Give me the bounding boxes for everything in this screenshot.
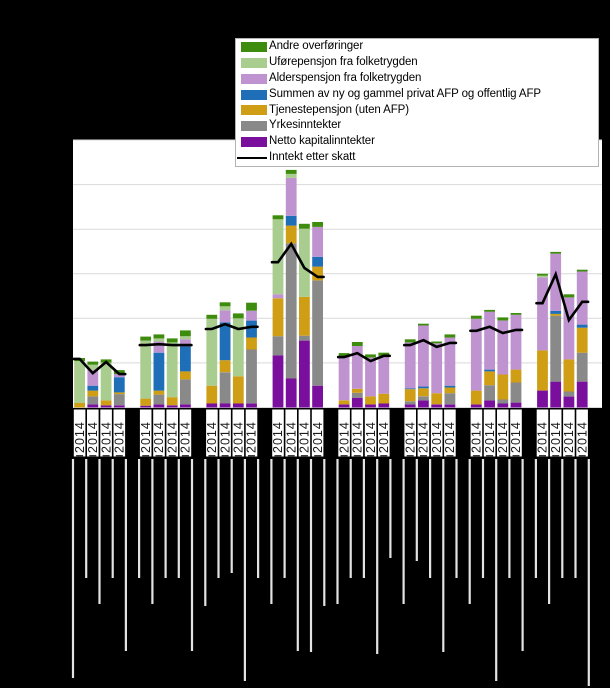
- bar-segment: [497, 375, 508, 400]
- bar-segment: [167, 397, 178, 405]
- bar-segment: [101, 400, 112, 405]
- x-tick-label: 2014: [535, 421, 550, 453]
- bar-segment: [497, 404, 508, 408]
- leader-strip: [112, 459, 114, 578]
- legend-label: Uførepensjon fra folketrygden: [269, 56, 418, 69]
- bar-segment: [497, 400, 508, 404]
- bar-segment: [233, 404, 244, 408]
- bar-segment: [220, 360, 231, 372]
- x-tick-label: 2014: [178, 421, 193, 453]
- leader-strip: [270, 459, 272, 604]
- leader-strip: [455, 459, 457, 578]
- x-tick-label-stub: [156, 455, 163, 457]
- bar-segment: [339, 400, 350, 404]
- bar-segment: [167, 342, 178, 397]
- bar-segment: [286, 379, 297, 408]
- x-tick-label-stub: [76, 455, 83, 457]
- x-tick-label: 2014: [469, 421, 484, 453]
- bar-segment: [511, 403, 522, 408]
- x-tick-label-stub: [539, 455, 546, 457]
- bar-segment: [273, 336, 284, 355]
- bar-segment: [365, 354, 376, 357]
- x-tick-label-stub: [341, 455, 348, 457]
- legend-label: Yrkesinntekter: [269, 119, 342, 132]
- leader-strip: [310, 459, 312, 652]
- legend-box-swatch-icon: [241, 74, 267, 84]
- x-tick-label-stub: [354, 455, 361, 457]
- x-tick-label-stub: [499, 455, 506, 457]
- bar-segment: [365, 358, 376, 397]
- legend-item: [236, 39, 598, 55]
- bar-segment: [312, 280, 323, 385]
- bar-segment: [564, 294, 575, 297]
- x-tick-label: 2014: [138, 421, 153, 453]
- leader-strip: [389, 459, 391, 558]
- x-tick-label: 2014: [482, 421, 497, 453]
- bar-segment: [405, 388, 416, 389]
- legend-box-swatch-icon: [241, 121, 267, 131]
- leader-strip: [469, 459, 471, 604]
- bar-segment: [564, 396, 575, 407]
- x-tick-label: 2014: [271, 421, 286, 453]
- x-tick-label: 2014: [72, 421, 87, 453]
- bar-segment: [286, 226, 297, 244]
- bar-segment: [114, 377, 125, 392]
- leader-strip: [217, 459, 219, 578]
- bar-segment: [286, 178, 297, 216]
- bar-segment: [154, 391, 165, 395]
- bar-segment: [299, 341, 310, 408]
- x-tick-label-stub: [565, 455, 572, 457]
- bar-segment: [180, 404, 191, 407]
- x-tick-label: 2014: [99, 421, 114, 453]
- bar-segment: [352, 389, 363, 393]
- bar-segment: [233, 313, 244, 318]
- bar-segment: [484, 385, 495, 400]
- bar-segment: [273, 215, 284, 219]
- chart-legend: [235, 38, 599, 167]
- bar-segment: [418, 396, 429, 400]
- bar-segment: [246, 311, 257, 321]
- bar-segment: [220, 404, 231, 408]
- x-tick-label-stub: [407, 455, 414, 457]
- bar-segment: [378, 404, 389, 408]
- bar-segment: [497, 321, 508, 375]
- bar-segment: [140, 337, 151, 341]
- bar-segment: [537, 276, 548, 278]
- bar-segment: [101, 405, 112, 407]
- bar-segment: [511, 313, 522, 315]
- x-tick-label: 2014: [363, 421, 378, 453]
- leader-strip: [508, 459, 510, 578]
- bar-segment: [511, 315, 522, 370]
- bar-segment: [154, 404, 165, 407]
- x-tick-label: 2014: [443, 421, 458, 453]
- leader-strip: [138, 459, 140, 578]
- legend-box-swatch-icon: [241, 58, 267, 68]
- x-tick-label: 2014: [509, 421, 524, 453]
- bar-segment: [206, 315, 217, 319]
- bar-segment: [114, 405, 125, 407]
- x-tick-label: 2014: [244, 421, 259, 453]
- x-tick-label-stub: [486, 455, 493, 457]
- bar-segment: [445, 393, 456, 404]
- leader-strip: [72, 459, 74, 678]
- x-tick-label: 2014: [165, 421, 180, 453]
- legend-label: Alderspensjon fra folketrygden: [269, 71, 422, 84]
- bar-segment: [365, 396, 376, 404]
- x-tick-label-stub: [116, 455, 123, 457]
- bar-segment: [577, 382, 588, 408]
- bar-segment: [445, 334, 456, 337]
- bar-segment: [431, 342, 442, 344]
- x-tick-label-stub: [288, 455, 295, 457]
- x-tick-label-stub: [473, 455, 480, 457]
- bar-segment: [537, 350, 548, 390]
- bar-segment: [312, 257, 323, 267]
- leader-strip: [98, 459, 100, 604]
- bar-segment: [471, 316, 482, 319]
- bar-segment: [87, 396, 98, 404]
- bar-segment: [140, 341, 151, 399]
- x-tick-label: 2014: [350, 421, 365, 453]
- bar-segment: [299, 336, 310, 341]
- leader-strip: [535, 459, 537, 578]
- bar-segment: [154, 334, 165, 338]
- bar-segment: [206, 386, 217, 404]
- x-tick-label-stub: [314, 455, 321, 457]
- x-tick-label: 2014: [562, 421, 577, 453]
- legend-box-swatch-icon: [241, 90, 267, 100]
- bar-segment: [418, 324, 429, 326]
- x-tick-label-stub: [301, 455, 308, 457]
- legend-line-swatch-icon: [237, 157, 267, 159]
- legend-item: [236, 134, 598, 150]
- leader-strip: [442, 459, 444, 652]
- bar-segment: [180, 346, 191, 371]
- bar-segment: [220, 372, 231, 403]
- x-tick-label: 2014: [496, 421, 510, 453]
- bar-segment: [378, 356, 389, 394]
- bar-segment: [87, 386, 98, 391]
- bar-segment: [484, 400, 495, 407]
- bar-segment: [445, 386, 456, 388]
- leader-strip: [376, 459, 378, 654]
- x-tick-label: 2014: [152, 421, 167, 453]
- x-tick-label-stub: [433, 455, 440, 457]
- bar-segment: [312, 227, 323, 257]
- bar-segment: [564, 359, 575, 391]
- x-tick-label: 2014: [86, 421, 100, 453]
- x-tick-label-stub: [446, 455, 453, 457]
- bar-segment: [299, 224, 310, 229]
- x-tick-label-stub: [420, 455, 427, 457]
- bar-segment: [167, 405, 178, 407]
- legend-label: Netto kapitalinntekter: [269, 135, 375, 148]
- x-tick-label: 2014: [429, 421, 444, 453]
- bar-segment: [577, 353, 588, 382]
- bar-segment: [299, 297, 310, 336]
- legend-label: Inntekt etter skatt: [269, 150, 356, 163]
- bar-segment: [550, 314, 561, 316]
- leader-strip: [231, 459, 233, 573]
- leader-strip: [574, 459, 576, 578]
- bar-segment: [140, 406, 151, 408]
- leader-strip: [561, 459, 563, 578]
- x-tick-label-stub: [275, 455, 282, 457]
- x-tick-label-stub: [142, 455, 149, 457]
- legend-item: [236, 103, 598, 119]
- bar-segment: [206, 404, 217, 408]
- bar-segment: [87, 391, 98, 397]
- bar-segment: [167, 338, 178, 342]
- legend-item: [236, 118, 598, 134]
- legend-box-swatch-icon: [241, 105, 267, 115]
- bar-segment: [273, 298, 284, 336]
- x-tick-label-stub: [513, 455, 520, 457]
- bar-segment: [154, 395, 165, 405]
- leader-strip: [522, 459, 524, 651]
- bar-segment: [471, 404, 482, 407]
- bar-segment: [405, 389, 416, 401]
- leader-strip: [429, 459, 431, 578]
- bar-segment: [484, 371, 495, 385]
- bar-segment: [180, 336, 191, 339]
- x-tick-label-stub: [222, 455, 229, 457]
- bar-segment: [405, 342, 416, 388]
- bar-segment: [273, 355, 284, 407]
- bar-segment: [511, 383, 522, 403]
- bar-segment: [537, 274, 548, 276]
- bar-segment: [418, 326, 429, 387]
- x-tick-label: 2014: [218, 421, 233, 453]
- legend-item: [236, 71, 598, 87]
- legend-item: [236, 55, 598, 71]
- bar-segment: [154, 338, 165, 341]
- x-tick-label: 2014: [403, 421, 418, 453]
- x-tick-label-stub: [169, 455, 176, 457]
- bar-segment: [233, 376, 244, 403]
- bar-segment: [286, 216, 297, 226]
- leader-strip: [297, 459, 299, 651]
- bar-segment: [286, 170, 297, 174]
- x-tick-label-stub: [552, 455, 559, 457]
- leader-strip: [125, 459, 127, 651]
- bar-segment: [365, 404, 376, 407]
- bar-segment: [405, 339, 416, 342]
- x-tick-label-stub: [208, 455, 215, 457]
- bar-segment: [484, 312, 495, 370]
- bar-segment: [220, 306, 231, 310]
- leader-strip: [191, 459, 193, 651]
- x-tick-label: 2014: [575, 421, 590, 453]
- bar-segment: [418, 387, 429, 389]
- x-tick-label-stub: [579, 455, 586, 457]
- bar-segment: [418, 400, 429, 407]
- bar-segment: [114, 394, 125, 405]
- leader-strip: [284, 459, 286, 578]
- x-tick-label-stub: [103, 455, 110, 457]
- bar-segment: [577, 270, 588, 272]
- bar-segment: [220, 310, 231, 322]
- leader-strip: [495, 459, 497, 681]
- bar-segment: [471, 391, 482, 405]
- x-tick-label: 2014: [284, 421, 299, 453]
- leader-strip: [178, 459, 180, 578]
- bar-segment: [154, 353, 165, 391]
- bar-segment: [312, 386, 323, 408]
- bar-segment: [431, 404, 442, 407]
- leader-strip: [588, 459, 590, 686]
- bar-segment: [550, 311, 561, 314]
- leader-strip: [482, 459, 484, 578]
- bar-segment: [577, 272, 588, 325]
- income-line: [140, 344, 192, 345]
- leader-strip: [548, 459, 550, 604]
- x-tick-label-stub: [380, 455, 387, 457]
- bar-segment: [564, 391, 575, 396]
- bar-segment: [114, 392, 125, 394]
- leader-strip: [165, 459, 167, 578]
- bar-segment: [497, 317, 508, 320]
- leader-strip: [244, 459, 246, 681]
- x-tick-label: 2014: [297, 421, 312, 453]
- bar-segment: [339, 404, 350, 407]
- x-tick-label: 2014: [548, 421, 563, 453]
- leader-strip: [204, 459, 206, 606]
- bar-segment: [405, 404, 416, 407]
- bar-segment: [352, 342, 363, 346]
- bar-segment: [577, 325, 588, 328]
- x-tick-label-stub: [235, 455, 242, 457]
- bar-segment: [286, 243, 297, 378]
- legend-item: [236, 150, 598, 166]
- bar-segment: [484, 370, 495, 372]
- bar-segment: [484, 310, 495, 312]
- bar-segment: [87, 362, 98, 365]
- legend-label: Summen av ny og gammel privat AFP og offentlig AFP: [269, 87, 541, 100]
- bar-segment: [220, 302, 231, 306]
- bar-segment: [74, 361, 85, 403]
- bar-segment: [180, 371, 191, 379]
- bar-segment: [418, 388, 429, 396]
- legend-label: Andre overføringer: [269, 40, 364, 53]
- bar-segment: [550, 316, 561, 382]
- bar-segment: [339, 356, 350, 400]
- bar-segment: [180, 330, 191, 336]
- bar-segment: [246, 338, 257, 350]
- bar-segment: [550, 382, 561, 408]
- leader-strip: [85, 459, 87, 578]
- leader-strip: [323, 459, 325, 606]
- bar-segment: [352, 393, 363, 398]
- bar-segment: [180, 379, 191, 404]
- bar-segment: [445, 387, 456, 393]
- bar-segment: [140, 399, 151, 406]
- x-tick-label: 2014: [231, 421, 246, 453]
- leader-strip: [151, 459, 153, 604]
- bar-segment: [312, 222, 323, 227]
- bar-segment: [550, 252, 561, 254]
- x-tick-label-stub: [89, 455, 96, 457]
- bar-segment: [74, 403, 85, 408]
- legend-item: [236, 87, 598, 103]
- bar-segment: [537, 391, 548, 408]
- bar-segment: [246, 303, 257, 311]
- bar-segment: [101, 363, 112, 401]
- leader-strip: [336, 459, 338, 604]
- bar-segment: [246, 350, 257, 404]
- x-tick-label-stub: [367, 455, 374, 457]
- bar-segment: [87, 404, 98, 407]
- bar-segment: [445, 404, 456, 407]
- bar-segment: [378, 394, 389, 404]
- leader-strip: [257, 459, 259, 578]
- bar-segment: [537, 277, 548, 350]
- x-tick-label: 2014: [377, 421, 391, 453]
- x-tick-label: 2014: [310, 421, 325, 453]
- x-tick-label: 2014: [112, 421, 127, 453]
- bar-segment: [577, 328, 588, 353]
- leader-strip: [350, 459, 352, 578]
- bar-segment: [220, 322, 231, 360]
- bar-segment: [246, 404, 257, 408]
- x-tick-label: 2014: [205, 421, 220, 453]
- bar-segment: [511, 370, 522, 383]
- bar-segment: [431, 393, 442, 404]
- leader-strip: [403, 459, 405, 604]
- bar-segment: [352, 398, 363, 408]
- x-tick-label-stub: [248, 455, 255, 457]
- leader-strip: [363, 459, 365, 578]
- bar-segment: [246, 321, 257, 338]
- x-tick-label-stub: [182, 455, 189, 457]
- legend-label: Tjenestepensjon (uten AFP): [269, 103, 409, 116]
- bar-segment: [431, 343, 442, 393]
- bar-segment: [273, 294, 284, 298]
- bar-segment: [286, 174, 297, 178]
- legend-box-swatch-icon: [241, 137, 267, 147]
- leader-strip: [416, 459, 418, 561]
- x-tick-label: 2014: [416, 421, 431, 453]
- bar-segment: [405, 401, 416, 404]
- legend-box-swatch-icon: [241, 42, 267, 52]
- x-tick-label: 2014: [337, 421, 352, 453]
